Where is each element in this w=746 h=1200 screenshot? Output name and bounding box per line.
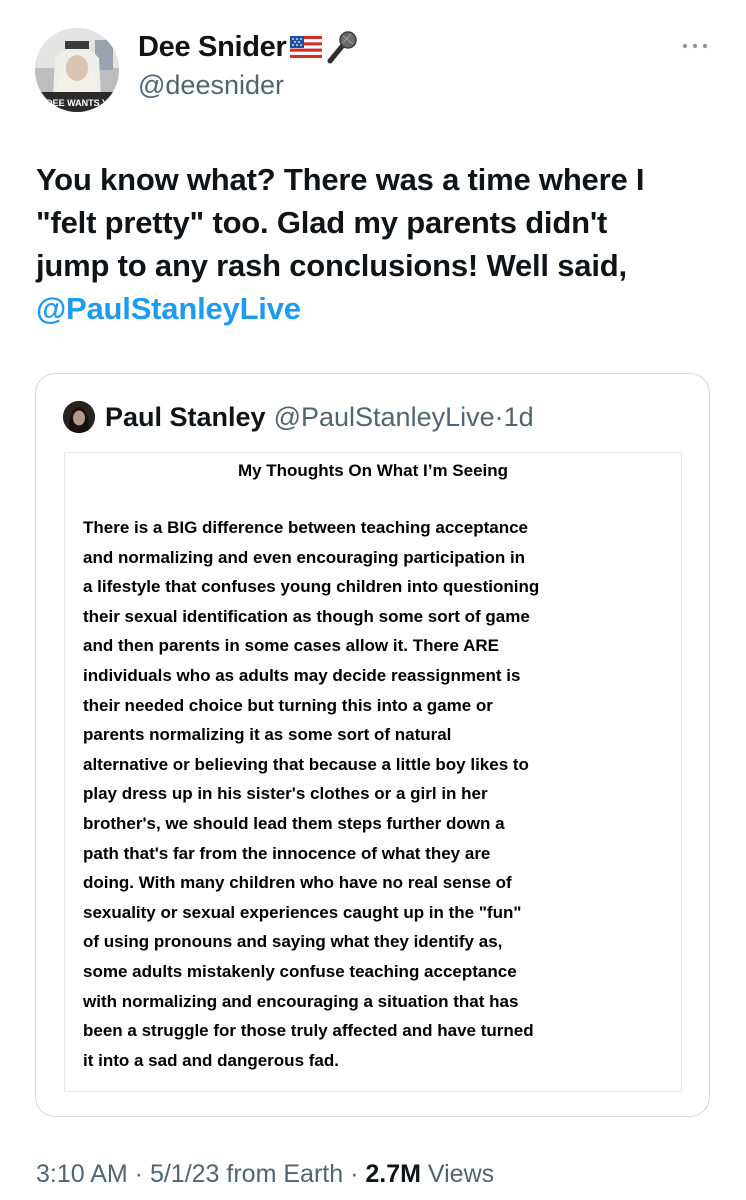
quoted-author-handle[interactable]: @PaulStanleyLive	[273, 401, 495, 432]
author-avatar[interactable]	[35, 28, 119, 112]
quoted-timestamp[interactable]: 1d	[503, 401, 534, 432]
statement-line: some adults mistakenly confuse teaching acceptance	[83, 961, 517, 981]
microphone-icon	[325, 30, 357, 64]
statement-line: sexuality or sexual experiences caught up in the "fun"	[83, 902, 522, 922]
statement-title: My Thoughts On What I’m Seeing	[237, 461, 509, 480]
statement-line: There is a BIG difference between teaching acceptance	[83, 518, 528, 537]
views-label: Views	[420, 1160, 495, 1188]
statement-line: brother's, we should lead them steps further down a	[83, 813, 505, 833]
mention-link[interactable]: @PaulStanleyLive	[36, 291, 301, 326]
quoted-tweet-header	[63, 401, 534, 433]
statement-line: with normalizing and encouraging a situation that has	[83, 991, 519, 1011]
statement-line: their needed choice but turning this into a game or	[83, 695, 493, 715]
statement-line: and then parents in some cases allow it. There ARE	[83, 636, 499, 656]
tweet-text-line: "felt pretty" too. Glad my parents didn't	[36, 205, 608, 240]
statement-line: path that's far from the innocence of what they are	[83, 843, 491, 863]
statement-line: of using pronouns and saying what they identify as,	[83, 932, 503, 952]
statement-body	[83, 513, 683, 1075]
statement-line: a lifestyle that confuses young children into questioning	[83, 577, 540, 597]
tweet-time[interactable]: 3:10 AM	[36, 1160, 128, 1188]
statement-line: been a struggle for those truly affected and have turned	[83, 1021, 534, 1041]
statement-line: individuals who as adults may decide reassignment is	[83, 665, 521, 685]
statement-line: alternative or believing that because a little boy likes to	[83, 754, 529, 774]
tweet-source: from Earth	[219, 1160, 344, 1188]
author-name[interactable]	[138, 30, 357, 64]
author-handle[interactable]: @deesnider	[138, 70, 284, 100]
quoted-separator: ·	[494, 401, 504, 432]
quoted-author-avatar[interactable]	[63, 401, 95, 433]
author-name-text: Dee Snider	[138, 30, 287, 63]
quoted-author-name[interactable]: Paul Stanley	[105, 401, 266, 432]
tweet-date[interactable]: 5/1/23	[149, 1160, 220, 1188]
meta-separator: ·	[127, 1160, 150, 1188]
statement-line: parents normalizing it as some sort of natural	[83, 725, 452, 745]
statement-line: and normalizing and even encouraging participation in	[83, 547, 526, 567]
tweet-text-line: jump to any rash conclusions! Well said,	[36, 248, 627, 283]
avatar-image	[35, 28, 119, 112]
statement-line: play dress up in his sister's clothes or a girl in her	[83, 784, 488, 804]
us-flag-icon	[290, 36, 322, 58]
more-dots-icon[interactable]	[680, 38, 710, 54]
views-count[interactable]: 2.7M	[365, 1160, 421, 1188]
tweet-meta	[36, 1160, 494, 1189]
tweet-text	[36, 158, 736, 330]
statement-line: doing. With many children who have no real sense of	[83, 873, 512, 893]
meta-separator: ·	[343, 1160, 366, 1188]
quoted-tweet-card[interactable]	[35, 373, 710, 1117]
tweet-text-line: You know what? There was a time where I	[36, 162, 645, 197]
avatar-caption: DEE WANTS Y	[46, 98, 108, 108]
statement-line: their sexual identification as though some sort of game	[83, 606, 530, 626]
statement-image[interactable]	[64, 452, 682, 1092]
statement-line: it into a sad and dangerous fad.	[83, 1050, 339, 1070]
